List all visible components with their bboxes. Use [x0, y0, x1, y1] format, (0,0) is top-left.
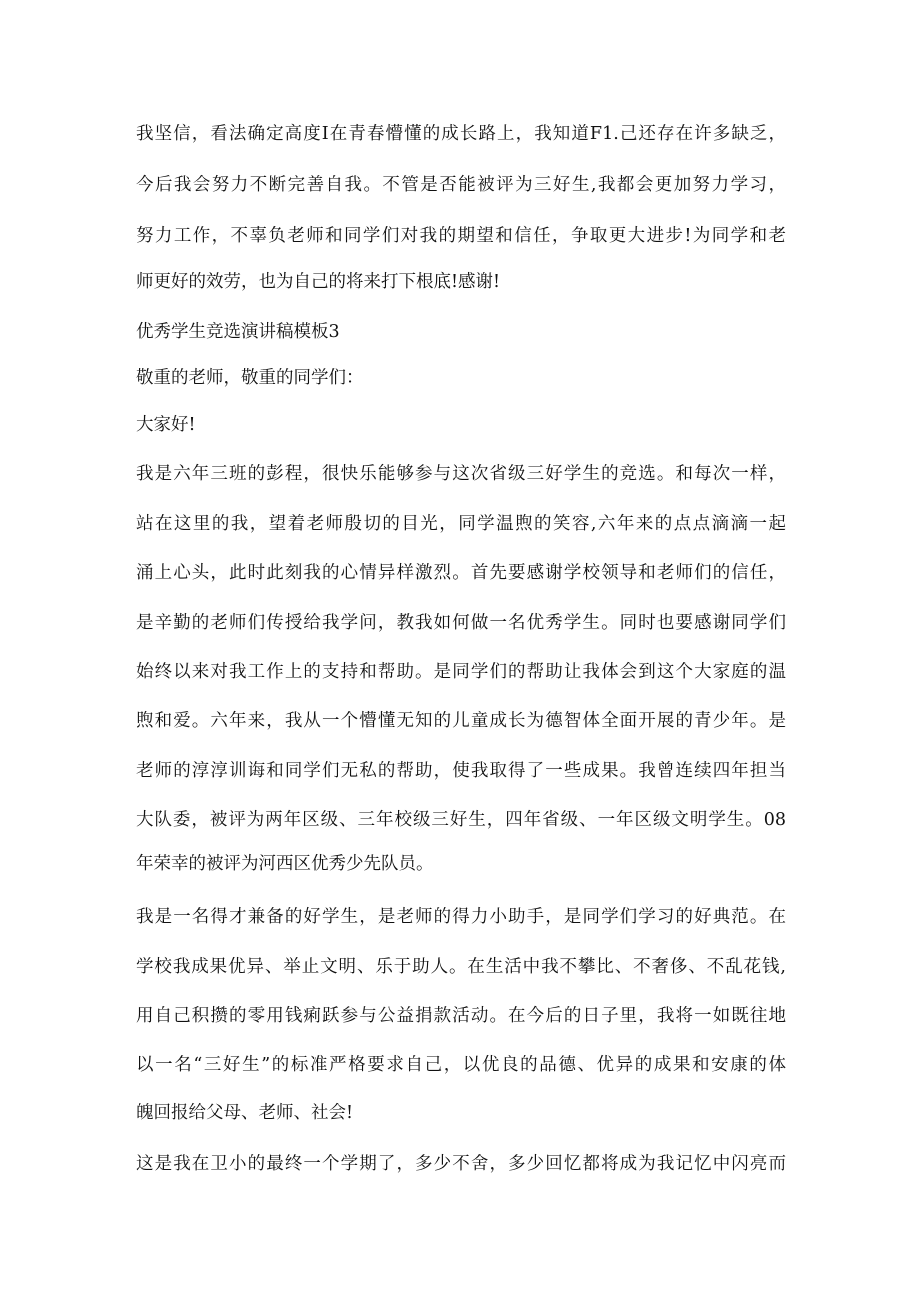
text-line: 师更好的效劳，也为自己的将来打下根底!感谢!: [136, 272, 501, 292]
section-heading: 优秀学生竞选演讲稿模板3: [136, 322, 340, 342]
text-line: 用自己积攒的零用钱痢跃参与公益捐款活动。在今后的日子里，我将一如既往地: [136, 1006, 786, 1026]
text-line: 学校我成果优异、举止文明、乐于助人。在生活中我不攀比、不奢侈、不乱花钱,: [136, 957, 786, 977]
text-line: 大队委，被评为两年区级、三年校级三好生，四年省级、一年区级文明学生。08: [136, 810, 786, 830]
greeting: 大家好!: [136, 415, 196, 435]
text-line: 我坚信，看法确定高度I在青春懵懂的成长路上，我知道F1.己还存在许多缺乏，: [136, 124, 786, 144]
text-line: 今后我会努力不断完善自我。不管是否能被评为三好生,我都会更加努力学习，: [136, 175, 786, 195]
text-line: 我是一名得才兼备的好学生，是老师的得力小助手，是同学们学习的好典范。在: [136, 907, 786, 927]
salutation: 敬重的老师，敬重的同学们：: [136, 368, 364, 388]
text-line: 我是六年三班的彭程，很快乐能够参与这次省级三好学生的竞选。和每次一样，: [136, 464, 786, 484]
text-line: 煦和爱。六年来，我从一个懵懂无知的儿童成长为德智体全面开展的青少年。是: [136, 711, 786, 731]
text-line: 老师的淳淳训诲和同学们无私的帮助，使我取得了一些成果。我曾连续四年担当: [136, 761, 786, 781]
text-line: 努力工作，不辜负老师和同学们对我的期望和信任，争取更大进步!为同学和老: [136, 226, 786, 246]
text-line: 年荣幸的被评为河西区优秀少先队员。: [136, 854, 434, 874]
text-line: 涌上心头，此时此刻我的心情异样激烈。首先要感谢学校领导和老师们的信任，: [136, 563, 786, 583]
text-line: 这是我在卫小的最终一个学期了，多少不舍，多少回忆都将成为我记忆中闪亮而: [136, 1154, 786, 1174]
text-line: 以一名“三好生”的标准严格要求自己，以优良的品德、优异的成果和安康的体: [136, 1055, 786, 1075]
text-line: 是辛勤的老师们传授给我学问，教我如何做一名优秀学生。同时也要感谢同学们: [136, 613, 786, 633]
text-line: 站在这里的我，望着老师殷切的目光，同学温煦的笑容,六年来的点点滴滴一起: [136, 514, 786, 534]
text-line: 魄回报给父母、老师、社会!: [136, 1103, 354, 1123]
text-line: 始终以来对我工作上的支持和帮助。是同学们的帮助让我体会到这个大家庭的温: [136, 662, 786, 682]
